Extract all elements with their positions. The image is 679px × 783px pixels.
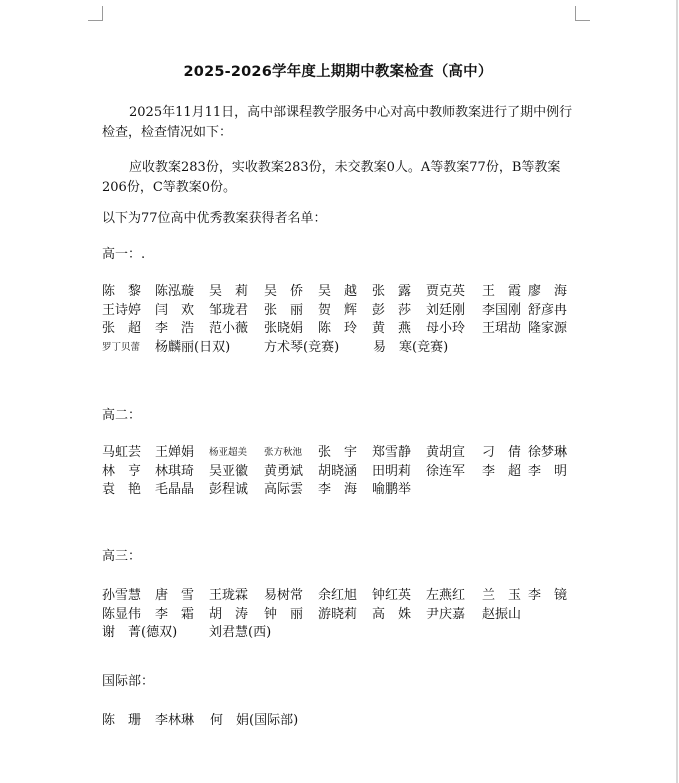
teacher-name: 邹珑君	[209, 302, 249, 318]
teacher-name: 廖 海	[528, 284, 568, 299]
name-row	[102, 478, 567, 497]
teacher-name: 范小薇	[209, 321, 249, 336]
teacher-name: 贾克英	[426, 284, 466, 299]
document-title: 2025-2026学年度上期期中教案检查（高中）	[183, 64, 493, 80]
teacher-name: 郑雪静	[372, 445, 412, 460]
teacher-name: 吴亚徽	[209, 463, 249, 479]
teacher-name: 王珑霖	[209, 588, 249, 603]
teacher-name: 李 明	[528, 463, 568, 479]
teacher-name: 孙雪慧	[102, 588, 142, 603]
teacher-name: 彭 莎	[372, 302, 412, 318]
teacher-name: 杨麟丽(日双)	[155, 339, 231, 355]
teacher-name: 黄勇斌	[264, 463, 304, 479]
teacher-name: 吴 侨	[264, 284, 304, 299]
teacher-name: 陈显伟	[102, 606, 142, 622]
teacher-name: 张晓娟	[264, 321, 304, 336]
grade2-name-list	[102, 441, 567, 497]
teacher-name: 张 丽	[264, 302, 304, 318]
teacher-name: 徐连军	[426, 463, 466, 479]
name-row	[102, 336, 567, 355]
teacher-name: 赵振山	[482, 606, 522, 622]
name-row	[102, 460, 567, 479]
teacher-name: 毛晶晶	[155, 482, 195, 497]
teacher-name: 王珺劼	[482, 321, 522, 336]
teacher-name: 贺 辉	[318, 302, 358, 318]
teacher-name: 易树常	[264, 588, 304, 603]
teacher-name: 李林琳	[155, 713, 195, 728]
teacher-name: 刘君慧(西)	[209, 625, 272, 640]
teacher-name: 张方秋池	[264, 447, 303, 458]
teacher-name: 谢 菁(德双)	[102, 625, 178, 640]
name-row	[102, 441, 567, 460]
teacher-name: 高 姝	[372, 606, 412, 622]
teacher-name: 吴 越	[318, 284, 358, 299]
teacher-name: 游晓莉	[318, 606, 358, 622]
crop-mark-top-right	[575, 6, 590, 21]
teacher-name: 张 宇	[318, 445, 358, 460]
teacher-name: 李 浩	[155, 321, 195, 336]
crop-mark-top-left	[88, 6, 103, 21]
name-row	[102, 709, 298, 728]
teacher-name: 马虹芸	[102, 445, 142, 460]
teacher-name: 李 海	[318, 482, 358, 497]
teacher-name: 刁 倩	[482, 445, 522, 460]
teacher-name: 易 寒(竞赛)	[373, 339, 449, 355]
teacher-name: 彭程诚	[209, 482, 249, 497]
teacher-name: 陈泓璇	[155, 284, 195, 299]
teacher-name: 王诗婷	[102, 302, 142, 318]
name-row	[102, 621, 567, 640]
teacher-name: 田明莉	[372, 463, 412, 479]
teacher-name: 陈 玲	[318, 321, 358, 336]
teacher-name: 高际雲	[264, 482, 304, 497]
teacher-name: 王 霞	[482, 284, 522, 299]
teacher-name: 喻鹏举	[372, 482, 412, 497]
name-row	[102, 299, 567, 318]
teacher-name: 罗丁贝蕾	[102, 341, 141, 353]
teacher-name: 隆家源	[528, 321, 568, 336]
teacher-name: 余红旭	[318, 588, 358, 603]
teacher-name: 何 娟(国际部)	[210, 713, 299, 728]
teacher-name: 张 超	[102, 321, 142, 336]
teacher-name: 陈 黎	[102, 284, 142, 299]
teacher-name: 袁 艳	[102, 482, 142, 497]
grade3-name-list	[102, 584, 567, 640]
teacher-name: 闫 欢	[155, 302, 195, 318]
teacher-name: 兰 玉	[482, 588, 522, 603]
teacher-name: 李 霜	[155, 606, 195, 622]
teacher-name: 徐梦琳	[528, 445, 568, 460]
stats-paragraph: 应收教案283份，实收教案283份，未交教案0人。A等教案77份，B等教案206份，C等教案0份。	[102, 160, 561, 195]
teacher-name: 钟红英	[372, 588, 412, 603]
teacher-name: 尹庆嘉	[426, 606, 466, 622]
teacher-name: 王婵娟	[155, 445, 195, 460]
name-row	[102, 317, 567, 336]
teacher-name: 杨亚超美	[209, 447, 248, 458]
grade1-name-list	[102, 280, 567, 354]
teacher-name: 方术琴(竞赛)	[264, 339, 340, 355]
section-heading-grade1: 高一：.	[102, 247, 146, 262]
list-intro: 以下为77位高中优秀教案获得者名单：	[102, 211, 327, 226]
teacher-name: 胡 涛	[209, 606, 249, 622]
teacher-name: 张 露	[372, 284, 412, 299]
teacher-name: 舒彦冉	[528, 302, 568, 318]
teacher-name: 李国刚	[482, 302, 522, 318]
teacher-name: 母小玲	[426, 321, 466, 336]
section-heading-international: 国际部：	[102, 674, 155, 689]
teacher-name: 刘廷刚	[426, 302, 466, 318]
teacher-name: 吴 莉	[209, 284, 249, 299]
intro-paragraph: 2025年11月11日，高中部课程教学服务中心对高中教师教案进行了期中例行检查，检查情况如下：	[102, 105, 573, 140]
section-heading-grade2: 高二：	[102, 408, 142, 423]
teacher-name: 李 镜	[528, 588, 568, 603]
name-row	[102, 280, 567, 299]
teacher-name: 黄胡宣	[426, 445, 466, 460]
teacher-name: 林 亨	[102, 463, 142, 479]
teacher-name: 陈 珊	[102, 713, 142, 728]
teacher-name: 左燕红	[426, 588, 466, 603]
name-row	[102, 584, 567, 603]
international-name-list	[102, 709, 298, 728]
section-heading-grade3: 高三：	[102, 549, 142, 564]
teacher-name: 钟 丽	[264, 606, 304, 622]
teacher-name: 黄 燕	[372, 321, 412, 336]
name-row	[102, 603, 567, 622]
teacher-name: 林琪琦	[155, 463, 195, 479]
teacher-name: 唐 雪	[155, 588, 195, 603]
teacher-name: 胡晓涵	[318, 463, 358, 479]
teacher-name: 李 超	[482, 463, 522, 479]
